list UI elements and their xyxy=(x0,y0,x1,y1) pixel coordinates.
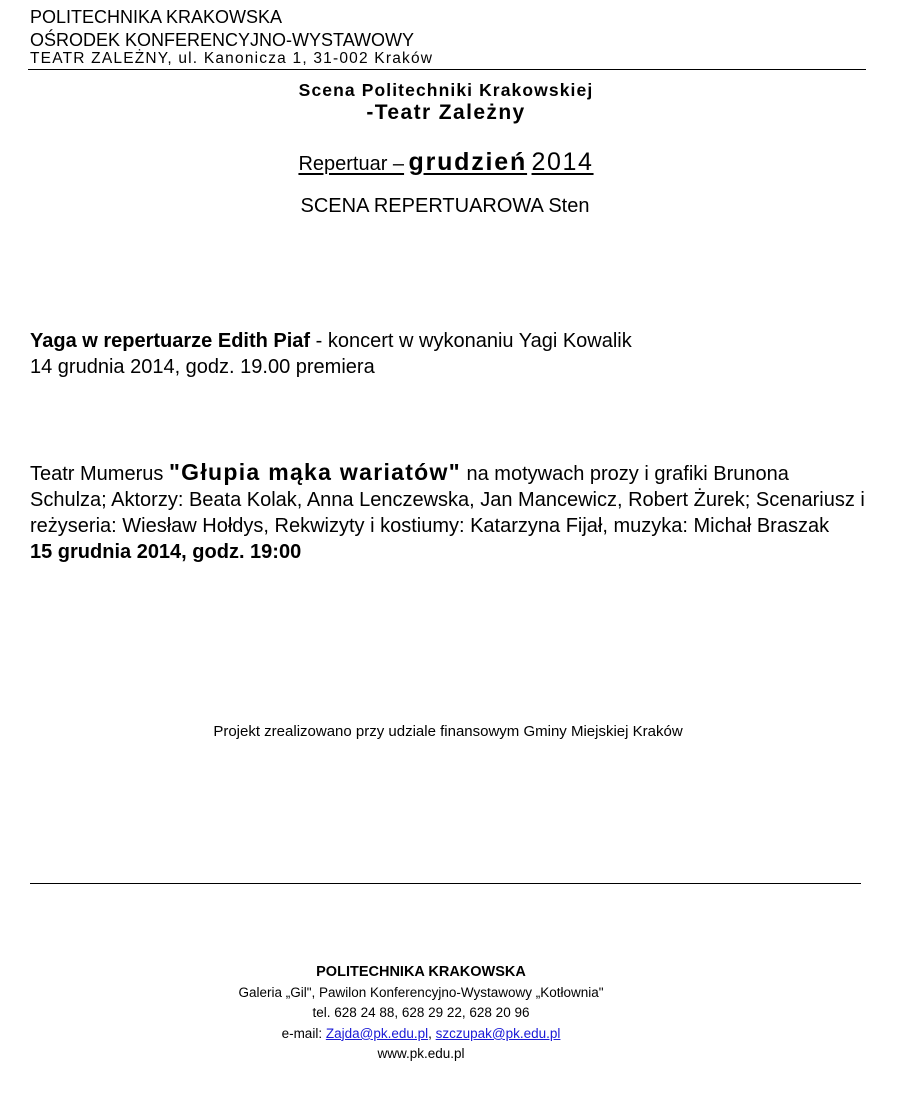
venue-title: Scena Politechniki Krakowskiej xyxy=(298,80,594,100)
event-title: "Głupia mąka wariatów" xyxy=(168,459,461,485)
funding-note: Projekt zrealizowano przy udziale finansowym Gminy Miejskiej Kraków xyxy=(213,723,683,740)
event-title: Yaga w repertuarze Edith Piaf xyxy=(30,330,311,352)
footer-phone: tel. 628 24 88, 628 29 22, 628 20 96 xyxy=(312,1005,530,1021)
email-link-zajda[interactable]: Zajda@pk.edu.pl xyxy=(325,1025,429,1041)
email-separator: , xyxy=(428,1025,432,1041)
event-description: - koncert w wykonaniu Yagi Kowalik xyxy=(315,330,632,352)
event-item xyxy=(30,328,870,380)
footer-divider xyxy=(30,883,861,884)
footer-email-label: e-mail: xyxy=(281,1025,323,1041)
footer-address: Galeria „Gil", Pawilon Konferencyjno-Wystawowy „Kotłownia" xyxy=(238,984,604,1000)
event-company: Teatr Mumerus xyxy=(30,463,164,485)
venue-subtitle: -Teatr Zależny xyxy=(366,101,526,124)
footer-email-line xyxy=(0,1024,842,1045)
repertoire-month: grudzień xyxy=(408,148,528,176)
event-date: 14 grudnia 2014, godz. 19.00 premiera xyxy=(30,356,375,378)
event-description: na motywach prozy i grafiki Brunona Schulza; Aktorzy: Beata Kolak, Anna Lenczewska, Jan Mancewicz, Robert Żurek; Scenariusz i reżyseria: Wiesław Hołdys, Rekwizyty i kostiumy: Katarzyna Fijał, muzyka: Michał Braszak xyxy=(30,463,865,537)
footer-title: POLITECHNIKA KRAKOWSKA xyxy=(316,964,526,980)
header-divider xyxy=(28,69,866,70)
event-headline xyxy=(30,459,870,539)
footer-website: www.pk.edu.pl xyxy=(377,1046,465,1062)
repertoire-label: Repertuar – xyxy=(298,153,405,175)
letterhead-center: OŚRODEK KONFERENCYJNO-WYSTAWOWY xyxy=(30,30,415,50)
letterhead-institution: POLITECHNIKA KRAKOWSKA xyxy=(30,7,283,27)
event-date: 15 grudnia 2014, godz. 19:00 xyxy=(30,541,302,563)
email-link-szczupak[interactable]: szczupak@pk.edu.pl xyxy=(435,1025,561,1041)
event-headline xyxy=(30,328,870,354)
repertoire-year: 2014 xyxy=(531,148,594,176)
letterhead-address: TEATR ZALEŻNY, ul. Kanonicza 1, 31-002 Kraków xyxy=(30,50,434,67)
event-item xyxy=(30,459,870,565)
repertoire-heading xyxy=(0,148,892,177)
footer xyxy=(0,962,842,1065)
scene-title: SCENA REPERTUAROWA Sten xyxy=(300,195,590,217)
